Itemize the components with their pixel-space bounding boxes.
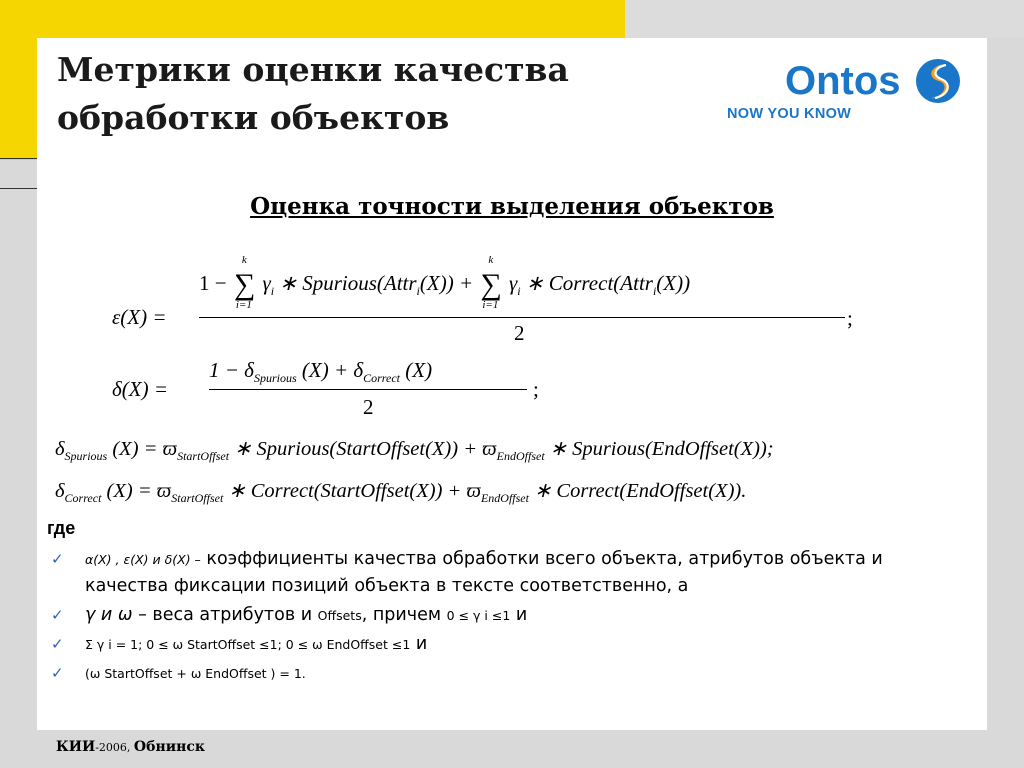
startoffset-sub-1: StartOffset	[177, 449, 230, 463]
epsilon-formula-lhs	[112, 305, 167, 330]
epsilon-denominator: 2	[514, 321, 525, 345]
ontos-logo	[727, 58, 977, 128]
footer-year: -2006,	[95, 741, 134, 754]
list-item	[47, 546, 967, 600]
logo-swirl-icon	[915, 58, 961, 104]
sum-constraints: Σ γ i = 1; 0 ≤ ω StartOffset ≤1; 0 ≤ ω EndOffset ≤1	[85, 637, 411, 652]
where-label: где	[47, 518, 76, 538]
delta-numerator	[209, 358, 432, 386]
epsilon-lhs-text: ε(X) =	[112, 305, 167, 329]
slide-title-line-1: Метрики оценки качества	[57, 50, 569, 89]
delta-correct-part-d: ∗ Correct(EndOffset(X)).	[534, 480, 747, 502]
epsilon-term1-end: (X)) +	[419, 271, 474, 295]
offsets-word: Offsets	[317, 608, 362, 623]
sum-1-bottom: i=1	[235, 299, 252, 311]
delta-denominator: 2	[363, 395, 374, 419]
left-divider-line-top	[0, 158, 37, 159]
correct-attr-text: ∗ Correct(Attr	[520, 271, 653, 295]
list-item	[47, 602, 967, 629]
checkmark-icon: ✓	[51, 664, 64, 682]
checkmark-icon: ✓	[51, 550, 64, 568]
delta-spurious-part-b: (X) = ϖ	[112, 438, 178, 460]
delta-num-c: (X)	[405, 358, 433, 382]
coefficients-symbols: α(X) , ε(X) и δ(X) –	[85, 552, 201, 567]
weights-tail: и	[510, 605, 528, 625]
sum-2-bottom: i=1	[482, 299, 499, 311]
epsilon-num-start: 1 −	[199, 271, 227, 295]
delta-correct-part-c: ∗ Correct(StartOffset(X)) + ϖ	[228, 480, 481, 502]
logo-wordmark: Ontos	[785, 59, 901, 103]
attr-1-sub: i	[416, 284, 420, 298]
section-subtitle-text: Оценка точности выделения объектов	[250, 193, 774, 220]
sum-symbol-1: ∑ k i=1	[233, 254, 256, 311]
delta-correct-symbol: δ	[55, 480, 65, 502]
delta-fraction-bar	[209, 389, 527, 390]
attr-2-sub: i	[652, 284, 657, 298]
spurious-attr-text: ∗ Spurious(Attr	[274, 271, 417, 295]
slide-title	[57, 46, 617, 142]
gamma-1-sub: i	[270, 284, 275, 298]
startoffset-sub-2: StartOffset	[171, 491, 224, 505]
epsilon-numerator	[199, 254, 691, 311]
delta-spurious-symbol: δ	[55, 438, 65, 460]
section-subtitle	[37, 193, 987, 220]
coefficients-description: коэффициенты качества обработки всего объекта, атрибутов объекта и качества фиксации позиций объекта в тексте соответственно, а	[85, 549, 883, 596]
gamma-range: 0 ≤ γ i ≤1	[446, 608, 511, 623]
sum-1-top: k	[241, 254, 247, 266]
left-divider-line-bottom	[0, 188, 37, 189]
delta-formula-lhs: δ(X) =	[112, 377, 168, 401]
logo-tagline: NOW YOU KNOW	[727, 106, 852, 122]
delta-spurious-formula	[55, 436, 774, 464]
endoffset-sub-2: EndOffset	[480, 491, 529, 505]
weights-symbols: γ и ω	[85, 605, 133, 625]
delta-num-a: 1 − δ	[209, 358, 254, 382]
footer-city: Обнинск	[133, 739, 205, 755]
footer-caption	[56, 739, 205, 755]
delta-correct-formula	[55, 478, 746, 506]
list-item	[47, 631, 967, 658]
delta-spurious-part-d: ∗ Spurious(EndOffset(X));	[549, 438, 774, 460]
sum-2-top: k	[488, 254, 494, 266]
delta-correct-sub: Correct	[363, 371, 401, 385]
delta-spurious-sub: Spurious	[253, 371, 297, 385]
delta-num-b: (X) + δ	[301, 358, 364, 382]
epsilon-term2-end: (X))	[656, 271, 691, 295]
checkmark-icon: ✓	[51, 635, 64, 653]
endoffset-sub-1: EndOffset	[496, 449, 545, 463]
delta-spurious-part-c: ∗ Spurious(StartOffset(X)) + ϖ	[234, 438, 497, 460]
delta-correct-symbol-sub: Correct	[64, 491, 102, 505]
epsilon-fraction-bar	[199, 317, 845, 318]
gray-header-band	[625, 0, 1024, 38]
omega-sum-constraint: (ω StartOffset + ω EndOffset ) = 1.	[85, 666, 306, 681]
weights-text: – веса атрибутов и	[132, 605, 318, 625]
slide-body	[37, 38, 987, 730]
delta-tail: ;	[533, 377, 539, 401]
delta-spurious-symbol-sub: Spurious	[64, 449, 108, 463]
list-item	[47, 660, 967, 687]
gamma-1: γ	[262, 271, 271, 295]
checkmark-icon: ✓	[51, 606, 64, 624]
sum-constraints-tail: и	[410, 634, 428, 654]
gamma-2-sub: i	[517, 284, 521, 298]
slide-title-line-2: обработки объектов	[57, 98, 450, 137]
weights-condition-lead: , причем	[361, 605, 447, 625]
footer-org: КИИ	[56, 739, 96, 755]
delta-correct-part-b: (X) = ϖ	[106, 480, 172, 502]
epsilon-tail: ;	[847, 306, 853, 330]
sum-symbol-2: ∑ k i=1	[480, 254, 502, 311]
gamma-2: γ	[509, 271, 518, 295]
definitions-list	[47, 546, 967, 689]
